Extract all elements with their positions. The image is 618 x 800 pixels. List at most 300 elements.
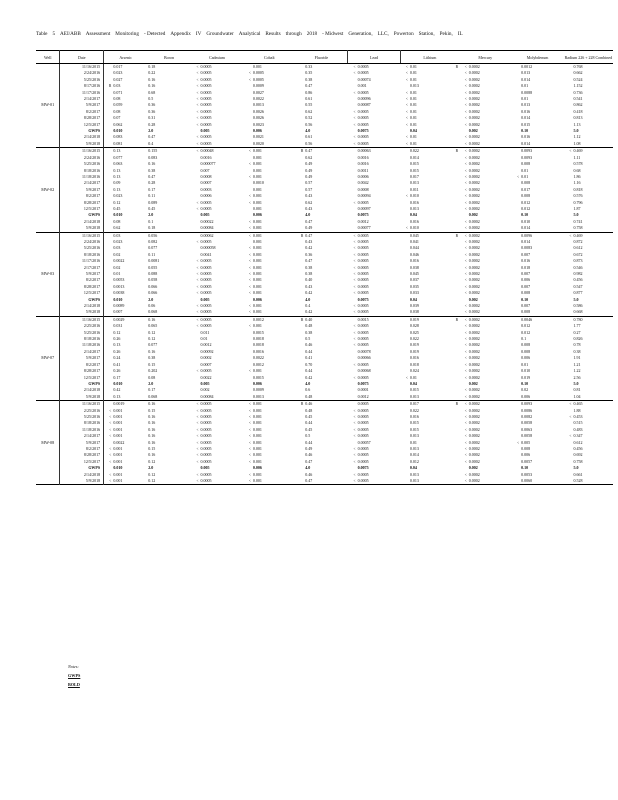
result-value: 0.38	[305, 271, 313, 276]
qualifier-flag: <	[248, 408, 251, 413]
result-value	[191, 232, 200, 239]
qualifier-flag: <	[464, 362, 467, 367]
result-value: 0.010	[521, 218, 531, 224]
result-value	[104, 225, 113, 232]
result-value	[564, 64, 573, 71]
sample-date: 2/24/2016	[60, 155, 104, 161]
result-value: 0.039	[409, 303, 419, 309]
sample-date: 8/2/2017	[60, 109, 104, 115]
result-value	[243, 316, 252, 323]
qualifier-flag: <	[459, 64, 468, 71]
result-value: 0.49	[305, 225, 313, 231]
result-value: 0.0005	[200, 283, 212, 289]
result-value: 0.0002	[468, 108, 480, 114]
qualifier-flag: <	[405, 77, 408, 82]
result-value: 0.0005	[252, 76, 264, 82]
sample-date: 8/2/2017	[60, 362, 104, 368]
result-value: 0.010	[409, 193, 419, 199]
qualifier-flag: <	[248, 219, 251, 224]
qualifier-flag: <	[353, 278, 356, 283]
qualifier-flag: <	[196, 446, 199, 451]
qualifier-flag: <	[248, 472, 251, 477]
result-value: 0.0022	[252, 96, 264, 102]
title-word: Powerton	[393, 31, 414, 37]
result-value: 0.001	[113, 445, 123, 451]
qualifier-flag: <	[248, 440, 251, 445]
result-value: 0.483	[573, 426, 583, 432]
result-value: 0.082	[148, 238, 158, 244]
sample-date: 5/9/2017	[60, 271, 104, 277]
title-word: 5	[52, 31, 56, 37]
result-value: 0.0002	[468, 471, 480, 477]
result-value: 0.014	[409, 452, 419, 458]
result-value: 0.16	[148, 76, 156, 82]
result-value: 0.12	[148, 336, 156, 342]
result-value: 0.001	[252, 420, 262, 426]
result-value: 0.0016	[357, 154, 369, 160]
well-id: MW-02	[36, 148, 60, 232]
qualifier-flag: <	[405, 226, 408, 231]
result-value: 0.13	[113, 393, 121, 399]
result-value: 0.083	[148, 154, 158, 160]
result-value: 0.0005	[200, 478, 212, 483]
qualifier-flag: <	[405, 375, 408, 380]
result-value	[511, 232, 520, 239]
result-value: 0.46	[304, 401, 348, 408]
result-value: 0.04	[409, 465, 417, 471]
well-id: MW-08	[36, 401, 60, 485]
result-value: 0.453	[573, 413, 583, 419]
result-value: 0.001	[252, 245, 262, 251]
table-row	[36, 148, 613, 155]
result-value: 0.001	[252, 251, 262, 257]
result-value: 0.023	[113, 238, 123, 244]
result-value: 0.0002	[468, 96, 480, 102]
result-value: 0.43	[305, 283, 313, 289]
result-value: 0.49	[305, 445, 313, 451]
sample-date: 5/9/2018	[60, 394, 104, 401]
qualifier-flag: <	[464, 77, 467, 82]
qualifier-flag: <	[464, 181, 467, 186]
qualifier-flag: B	[453, 148, 460, 155]
sample-date: GWPS	[60, 465, 104, 471]
result-value: 4.0	[305, 465, 311, 471]
title-word: 2018	[306, 31, 318, 37]
result-value: 0.0012	[520, 64, 564, 71]
result-value	[104, 141, 113, 148]
result-value: 0.006	[252, 296, 262, 302]
result-value: 0.001	[252, 225, 262, 231]
title-word: AEI/ABB	[60, 31, 81, 37]
result-value: 0.001	[252, 199, 262, 205]
result-value: 0.0015	[252, 329, 264, 335]
result-value: 0.4	[305, 303, 311, 309]
result-value: 0.008	[521, 445, 531, 451]
result-value: 0.0002	[468, 452, 480, 458]
result-value: 0.0005	[357, 336, 369, 342]
result-value: 0.00077	[357, 225, 371, 231]
column-header: Lead	[348, 51, 400, 64]
result-value: 0.47	[304, 232, 348, 239]
qualifier-flag: <	[243, 401, 252, 408]
result-value	[564, 141, 573, 148]
result-value: 0.00094	[357, 193, 371, 199]
qualifier-flag: <	[353, 459, 356, 464]
result-value: 0.42	[113, 387, 121, 393]
result-value: 0.0005	[200, 309, 212, 315]
result-value: 0.00092	[200, 348, 214, 354]
qualifier-flag: <	[196, 90, 199, 95]
qualifier-flag: <	[400, 64, 409, 71]
qualifier-flag: <	[248, 479, 251, 483]
qualifier-flag: <	[569, 434, 572, 439]
result-value: 0.0002	[200, 355, 212, 361]
result-value: 0.0026	[252, 108, 264, 114]
result-value: 0.001	[252, 426, 262, 432]
result-value: 0.013	[409, 471, 419, 477]
result-value: 0.0093	[520, 401, 564, 408]
qualifier-flag: <	[196, 440, 199, 445]
result-value: 0.202	[148, 368, 158, 374]
result-value: 0.0005	[357, 251, 369, 257]
result-value: 0.541	[573, 96, 583, 102]
result-value: 0.18	[147, 64, 191, 71]
sample-date: 5/9/2018	[60, 141, 104, 148]
result-value: 0.27	[573, 329, 581, 335]
result-value: 0.0002	[468, 161, 480, 167]
result-value: 0.0005	[357, 329, 369, 335]
result-value: 0.47	[148, 134, 156, 140]
result-value: 0.0019	[112, 401, 147, 408]
result-value	[511, 225, 520, 232]
qualifier-flag: <	[196, 109, 199, 114]
qualifier-flag: <	[353, 310, 356, 315]
result-value: 0.0012	[357, 393, 369, 399]
qualifier-flag: <	[248, 174, 251, 179]
qualifier-flag: <	[459, 148, 468, 155]
result-value: 0.872	[573, 238, 583, 244]
title-word: IV	[195, 31, 202, 37]
result-value: 0.013	[409, 393, 419, 399]
result-value: 0.45	[305, 426, 313, 432]
sample-date: 5/25/2016	[60, 161, 104, 167]
qualifier-flag: <	[348, 232, 357, 239]
result-value: 0.04	[409, 296, 417, 302]
result-value: 0.47	[148, 173, 156, 179]
result-value: 0.38	[573, 348, 581, 354]
result-value: 0.0005	[357, 433, 369, 439]
result-value: 5.0	[573, 296, 579, 302]
qualifier-flag: <	[353, 427, 356, 432]
result-value: 0.5	[305, 433, 311, 439]
result-value: 0.877	[573, 290, 583, 296]
sample-date: 11/18/2016	[60, 174, 104, 180]
result-value: 0.813	[573, 115, 583, 121]
qualifier-flag: <	[464, 394, 467, 399]
title-word: IL	[457, 31, 463, 37]
result-value: 0.28	[148, 180, 156, 186]
qualifier-flag: <	[464, 453, 467, 458]
column-header: Mercury	[459, 51, 511, 64]
result-value: 0.063	[113, 161, 123, 167]
result-value: 5.0	[573, 128, 579, 134]
qualifier-flag: <	[248, 162, 251, 167]
result-value: 0.00096	[357, 96, 371, 102]
result-value: 0.0002	[468, 329, 480, 335]
result-value: 0.0018	[252, 342, 264, 348]
result-value: 0.0005	[200, 64, 244, 71]
result-value: 0.0027	[252, 89, 264, 95]
result-value: 0.0005	[357, 445, 369, 451]
result-value: 0.014	[521, 140, 531, 146]
qualifier-flag: <	[564, 232, 573, 239]
result-value: 0.826	[573, 336, 583, 342]
result-value	[104, 232, 113, 239]
result-value: 0.077	[148, 245, 158, 251]
column-header: Date	[60, 51, 104, 64]
sample-date: 8/28/2017	[60, 200, 104, 206]
result-value: 0.04	[409, 128, 417, 134]
qualifier-flag: <	[196, 421, 199, 426]
result-value: 0.016	[409, 199, 419, 205]
result-value	[511, 478, 520, 485]
result-value: 0.019	[409, 342, 419, 348]
sample-date: GWPS	[60, 297, 104, 303]
result-value: 0.0005	[200, 439, 212, 445]
result-value	[564, 309, 573, 316]
result-value: 0.0005	[200, 76, 212, 82]
result-value: 0.035	[409, 283, 419, 289]
qualifier-flag: <	[517, 174, 520, 179]
sample-date: 12/5/2017	[60, 375, 104, 381]
sample-date: 8/18/2016	[60, 420, 104, 426]
result-value: 0.0001	[357, 387, 369, 393]
result-value: 0.045	[409, 271, 419, 276]
qualifier-flag: <	[196, 278, 199, 283]
sample-date: 2/14/2018	[60, 472, 104, 478]
result-value: 0.001	[252, 458, 262, 464]
result-value: 0.001	[252, 148, 296, 155]
result-value: 0.10	[521, 380, 529, 386]
result-value: 0.001	[252, 258, 262, 264]
qualifier-flag: <	[405, 109, 408, 114]
qualifier-flag: <	[191, 64, 200, 71]
result-value: 0.001	[113, 433, 123, 439]
result-value: 0.0005	[357, 290, 369, 296]
result-value: 0.00078	[357, 348, 371, 354]
sample-date: 2/14/2018	[60, 387, 104, 393]
result-value: 0.12	[113, 199, 121, 205]
result-value	[104, 64, 113, 71]
result-value: 0.586	[573, 303, 583, 309]
result-value: 0.000058	[200, 245, 216, 251]
result-value: 0.0007	[200, 361, 212, 367]
qualifier-flag: <	[464, 343, 467, 348]
result-value: 0.0096	[520, 232, 564, 239]
qualifier-flag: B	[453, 316, 460, 323]
qualifier-flag: <	[353, 414, 356, 419]
result-value: 0.0005	[357, 283, 369, 289]
qualifier-flag: <	[353, 479, 356, 483]
result-value: 0.0016	[357, 161, 369, 167]
result-value: 0.0002	[468, 401, 512, 408]
result-value: 0.0002	[468, 232, 512, 239]
result-value: 0.0006	[200, 193, 212, 199]
qualifier-flag: <	[353, 272, 356, 276]
sample-date: 2/24/2016	[60, 70, 104, 76]
result-value: 0.0005	[357, 413, 369, 419]
qualifier-flag: <	[353, 252, 356, 257]
qualifier-flag: <	[459, 232, 468, 239]
qualifier-flag: <	[353, 109, 356, 114]
result-value	[348, 316, 357, 323]
result-value: 0.077	[113, 154, 123, 160]
qualifier-flag: <	[464, 200, 467, 205]
column-header: Cadmium	[191, 51, 243, 64]
result-value	[191, 394, 200, 401]
result-value: 0.001	[252, 161, 262, 167]
result-value: 0.0083	[521, 245, 533, 251]
result-value	[511, 394, 520, 401]
result-value: 0.024	[409, 368, 419, 374]
result-value: 0.0005	[200, 445, 212, 451]
result-value: 0.01	[409, 134, 417, 140]
result-value: 0.001	[252, 186, 262, 192]
result-value: 0.0005	[357, 199, 369, 205]
result-value: 0.058	[148, 277, 158, 283]
result-value: 0.0002	[468, 303, 480, 309]
result-value: 0.0008	[200, 173, 212, 179]
result-value: 0.68	[148, 89, 156, 95]
qualifier-flag: <	[248, 459, 251, 464]
result-value: 0.0018	[252, 336, 264, 342]
qualifier-flag: <	[248, 421, 251, 426]
result-value: 0.014	[521, 225, 531, 231]
result-value: 0.0005	[200, 452, 212, 458]
result-value: 1.152	[573, 83, 583, 89]
result-value: 0.01	[409, 439, 417, 445]
result-value: 0.006	[521, 393, 531, 399]
qualifier-flag: <	[191, 401, 200, 408]
result-value: 0.03	[112, 232, 147, 239]
result-value: 0.0002	[468, 393, 480, 399]
qualifier-flag: <	[353, 284, 356, 289]
qualifier-flag: <	[464, 304, 467, 309]
result-value	[564, 225, 573, 232]
result-value: 0.16	[148, 439, 156, 445]
sample-date: 5/25/2016	[60, 77, 104, 83]
column-header: Cobalt	[243, 51, 295, 64]
result-value: 0.0005	[200, 277, 212, 283]
result-value: 0.010	[113, 212, 123, 218]
qualifier-flag: <	[464, 194, 467, 199]
qualifier-flag: <	[248, 278, 251, 283]
qualifier-flag: <	[353, 135, 356, 140]
qualifier-flag: <	[248, 324, 251, 329]
result-value: 0.006	[521, 355, 531, 361]
qualifier-flag: <	[248, 246, 251, 251]
result-value: 0.018	[409, 361, 419, 367]
result-value: 0.47	[305, 458, 313, 464]
sample-date: 2/14/2017	[60, 180, 104, 186]
result-value: 0.015	[409, 420, 419, 426]
result-value: 0.0005	[357, 478, 369, 483]
result-value: 0.08	[113, 218, 121, 224]
result-value: 0.18	[148, 225, 156, 231]
result-value: 0.547	[573, 283, 583, 289]
result-value: 0.03	[113, 83, 121, 89]
sample-date: 5/9/2017	[60, 355, 104, 361]
qualifier-flag: <	[109, 453, 112, 458]
sample-date: 2/14/2018	[60, 134, 104, 140]
result-value: 0.0005	[357, 303, 369, 309]
result-value	[348, 225, 357, 232]
result-value: 0.010	[113, 380, 123, 386]
result-value: 0.001	[252, 154, 262, 160]
result-value: 0.0005	[357, 140, 369, 146]
qualifier-flag: <	[248, 453, 251, 458]
result-value: 0.0005	[200, 89, 212, 95]
result-value: 0.0005	[200, 271, 212, 276]
sample-date: 12/5/2017	[60, 290, 104, 296]
result-value: 0.01	[409, 76, 417, 82]
qualifier-flag: <	[248, 369, 251, 374]
result-value: 0.36	[305, 251, 313, 257]
result-value: 0.037	[409, 277, 419, 283]
result-value: 0.44	[305, 420, 313, 426]
result-value	[400, 148, 409, 155]
qualifier-flag: <	[353, 472, 356, 477]
result-value: 0.982	[573, 271, 583, 276]
result-value: 0.62	[305, 199, 313, 205]
result-value: 0.016	[409, 355, 419, 361]
qualifier-flag: <	[405, 194, 408, 199]
result-value: 0.0005	[200, 108, 212, 114]
result-value: 0.0002	[468, 154, 480, 160]
result-value: 0.0012	[252, 316, 296, 323]
result-value: 0.01	[409, 70, 417, 76]
result-value: 0.001	[113, 478, 123, 483]
result-value: 0.42	[305, 374, 313, 380]
result-value: 0.16	[148, 452, 156, 458]
qualifier-flag: <	[109, 446, 112, 451]
result-value: 0.01	[409, 64, 453, 71]
result-value: 0.0005	[357, 108, 369, 114]
table-title	[36, 31, 468, 37]
result-value: 0.0089	[113, 303, 125, 309]
qualifier-flag: <	[196, 200, 199, 205]
qualifier-flag: <	[109, 472, 112, 477]
column-header: Lithium	[400, 51, 459, 64]
result-value: 0.465	[572, 401, 613, 408]
result-value: 0.01	[521, 167, 529, 173]
result-value: 0.001	[113, 407, 123, 413]
result-value: 0.0093	[521, 154, 533, 160]
result-value: 0.0005	[200, 316, 244, 323]
result-value: 0.012	[521, 205, 531, 211]
result-value: 1.13	[573, 121, 581, 127]
result-value: 0.0005	[357, 245, 369, 251]
result-value: 0.02	[113, 251, 121, 257]
result-value: 0.0005	[200, 458, 212, 464]
qualifier-flag: <	[405, 103, 408, 108]
result-value	[564, 316, 573, 323]
column-header: Arsenic	[104, 51, 148, 64]
result-value: 0.0005	[252, 70, 264, 76]
result-value: 0.0005	[357, 471, 369, 477]
qualifier-flag: <	[464, 272, 467, 276]
qualifier-flag: <	[569, 414, 572, 419]
